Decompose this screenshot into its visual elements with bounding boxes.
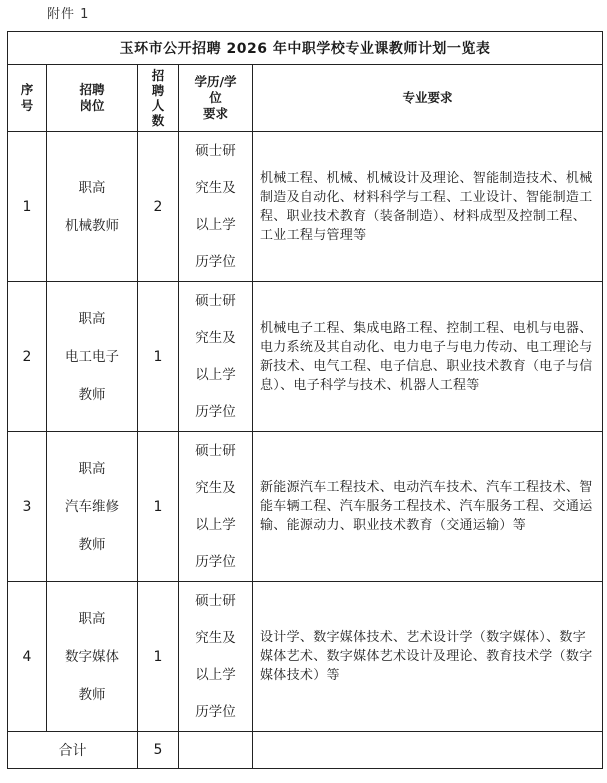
row-degree-line: 究生及 (195, 179, 236, 196)
row-count: 1 (138, 432, 179, 582)
row-degree (179, 132, 253, 282)
row-seq: 1 (8, 132, 47, 282)
table-title: 玉环市公开招聘 2026 年中职学校专业课教师计划一览表 (8, 32, 603, 65)
recruitment-plan-table (7, 31, 603, 769)
row-position-line: 职高 (78, 179, 106, 196)
table-row (8, 582, 603, 732)
row-degree-line: 以上学 (195, 516, 236, 533)
total-empty-degree (179, 732, 253, 769)
header-position (47, 65, 138, 132)
header-position-line: 招聘 (79, 82, 105, 97)
header-position-line: 岗位 (79, 98, 105, 113)
row-degree-line: 历学位 (195, 703, 236, 720)
row-major: 新能源汽车工程技术、电动汽车技术、汽车工程技术、智能车辆工程、汽车服务工程技术、汽车服务工程、交通运输、能源动力、职业技术教育（交通运输）等 (253, 432, 603, 582)
row-degree-line: 历学位 (195, 403, 236, 420)
header-degree (179, 65, 253, 132)
total-empty-major (253, 732, 603, 769)
row-degree-line: 硕士研 (195, 592, 236, 609)
row-count: 1 (138, 282, 179, 432)
table-row (8, 282, 603, 432)
row-degree-line: 历学位 (195, 553, 236, 570)
row-degree-line: 究生及 (195, 629, 236, 646)
row-position-line: 职高 (78, 310, 106, 327)
row-degree-line: 历学位 (195, 253, 236, 270)
row-position-line: 电工电子 (65, 348, 119, 365)
total-count: 5 (138, 732, 179, 769)
row-position (47, 432, 138, 582)
row-degree-line: 硕士研 (195, 442, 236, 459)
attachment-label: 附件 1 (47, 7, 90, 22)
row-position-line: 汽车维修 (65, 498, 119, 515)
row-position (47, 282, 138, 432)
row-position-line: 教师 (78, 386, 106, 403)
header-major: 专业要求 (253, 65, 603, 132)
row-position-line: 职高 (78, 460, 106, 477)
row-degree-line: 以上学 (195, 366, 236, 383)
row-major: 机械工程、机械、机械设计及理论、智能制造技术、机械制造及自动化、材料科学与工程、工业设计、智能制造工程、职业技术教育（装备制造）、材料成型及控制工程、工业工程与管理等 (253, 132, 603, 282)
header-seq-line: 序 (20, 82, 34, 97)
row-major: 机械电子工程、集成电路工程、控制工程、电机与电器、电力系统及其自动化、电力电子与电力传动、电工理论与新技术、电气工程、电子信息、职业技术教育（电子与信息）、电子科学与技术、机器人工程等 (253, 282, 603, 432)
row-position-line: 教师 (78, 536, 106, 553)
total-label: 合计 (8, 732, 138, 769)
header-seq (8, 65, 47, 132)
header-degree-line: 学历/学 (194, 74, 237, 89)
row-position-line: 数字媒体 (65, 648, 119, 665)
header-degree-line: 位 (209, 90, 222, 105)
total-row (8, 732, 603, 769)
row-degree (179, 582, 253, 732)
row-position-line: 职高 (78, 610, 106, 627)
table-title-row (8, 32, 603, 65)
row-position-line: 机械教师 (65, 217, 119, 234)
row-degree-line: 以上学 (195, 216, 236, 233)
header-count-line: 招 (151, 68, 165, 83)
row-degree (179, 282, 253, 432)
table-row (8, 432, 603, 582)
row-major: 设计学、数字媒体技术、艺术设计学（数字媒体）、数字媒体艺术、数字媒体艺术设计及理论、教育技术学（数字媒体技术）等 (253, 582, 603, 732)
row-degree (179, 432, 253, 582)
header-count (138, 65, 179, 132)
row-seq: 2 (8, 282, 47, 432)
row-degree-line: 硕士研 (195, 142, 236, 159)
row-degree-line: 以上学 (195, 666, 236, 683)
row-seq: 4 (8, 582, 47, 732)
header-seq-line: 号 (20, 98, 34, 113)
header-count-line: 人 (151, 98, 165, 113)
header-count-line: 聘 (151, 83, 165, 98)
row-position (47, 582, 138, 732)
row-count: 2 (138, 132, 179, 282)
row-position-line: 教师 (78, 686, 106, 703)
row-position (47, 132, 138, 282)
table-row (8, 132, 603, 282)
header-count-line: 数 (151, 113, 165, 128)
header-row (8, 65, 603, 132)
row-degree-line: 究生及 (195, 479, 236, 496)
row-degree-line: 硕士研 (195, 292, 236, 309)
row-seq: 3 (8, 432, 47, 582)
row-count: 1 (138, 582, 179, 732)
row-degree-line: 究生及 (195, 329, 236, 346)
header-degree-line: 要求 (202, 106, 228, 121)
